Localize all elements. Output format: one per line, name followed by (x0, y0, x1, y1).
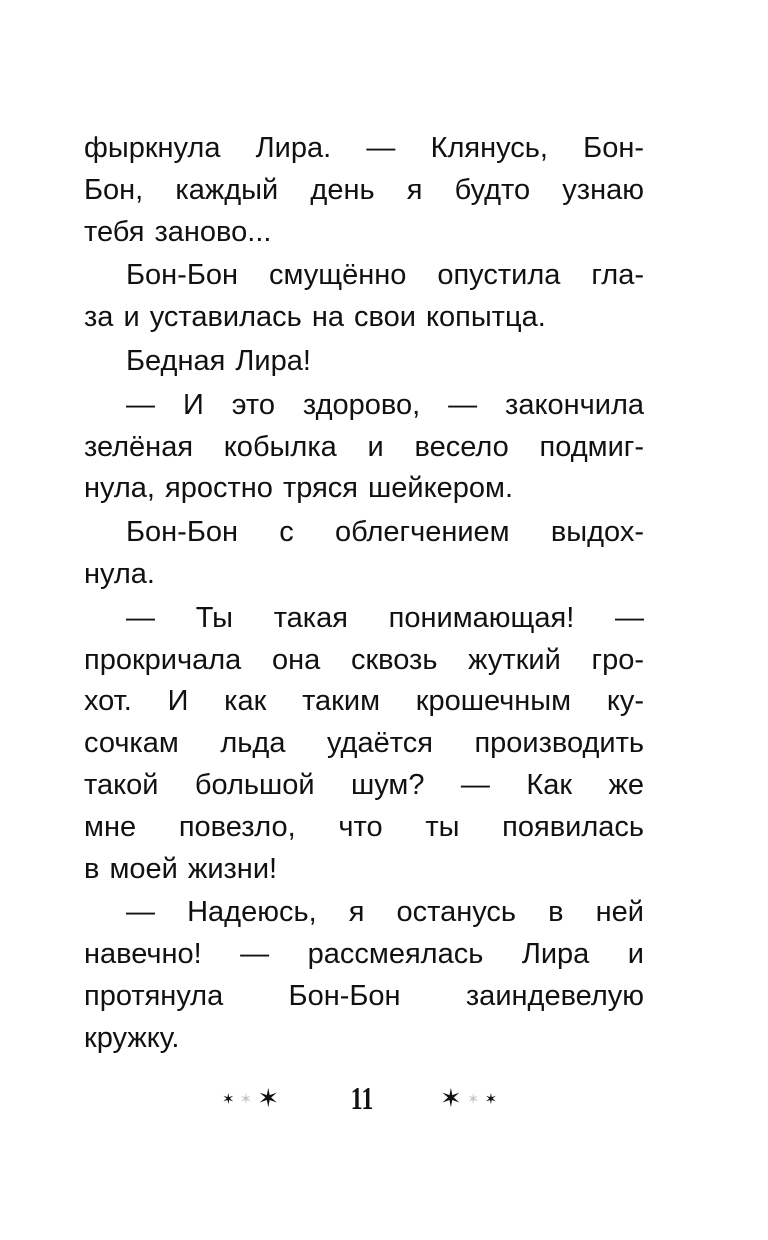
text-line: Бон-Бон с облегчением выдох- (126, 516, 644, 549)
paragraph (84, 598, 644, 891)
text-line: — Ты такая понимающая! — (126, 601, 644, 634)
text-line: в моей жизни! (84, 852, 278, 885)
text-line: навечно! — рассмеялась Лира и (84, 938, 644, 971)
paragraph (84, 341, 644, 383)
text-line: Бон, каждый день я будто узнаю (84, 173, 644, 206)
page-footer (0, 1078, 768, 1122)
text-line: — И это здорово, — закончила (126, 388, 644, 421)
text-line: прокричала она сквозь жуткий гро- (84, 643, 644, 676)
star-large-icon: ✶ (440, 1084, 462, 1114)
star-large-icon: ✶ (257, 1084, 280, 1114)
star-faint-icon: ✶ (466, 1089, 480, 1108)
paragraph (84, 892, 644, 1059)
text-line: нула. (84, 557, 155, 590)
text-line: за и уставилась на свои копытца. (84, 301, 546, 334)
text-line: — Надеюсь, я останусь в ней (126, 896, 644, 929)
text-line: тебя заново... (84, 215, 272, 248)
text-line: кружку. (84, 1021, 180, 1054)
text-line: Бедная Лира! (126, 344, 311, 377)
text-line: сочкам льда удаётся производить (84, 727, 644, 760)
page-number: 11 (350, 1080, 374, 1116)
text-line: Бон-Бон смущённо опустила гла- (126, 259, 644, 292)
star-faint-icon: ✶ (239, 1089, 253, 1108)
text-line: мне повезло, что ты появилась (84, 810, 644, 843)
ornament-right (440, 1086, 497, 1112)
paragraph (84, 385, 644, 510)
text-line: зелёная кобылка и весело подмиг- (84, 430, 644, 463)
body-text (84, 128, 644, 1060)
ornament-left (222, 1086, 279, 1112)
star-small-icon: ✶ (222, 1089, 235, 1108)
paragraph (84, 512, 644, 596)
text-line: такой большой шум? — Как же (84, 768, 644, 801)
paragraph (84, 255, 644, 339)
paragraph (84, 128, 644, 253)
text-line: фыркнула Лира. — Клянусь, Бон- (84, 132, 644, 164)
text-line: хот. И как таким крошечным ку- (84, 685, 644, 718)
text-line: протянула Бон-Бон заиндевелую (84, 979, 644, 1012)
text-line: нула, яростно тряся шейкером. (84, 472, 514, 505)
star-small-icon: ✶ (484, 1089, 498, 1108)
